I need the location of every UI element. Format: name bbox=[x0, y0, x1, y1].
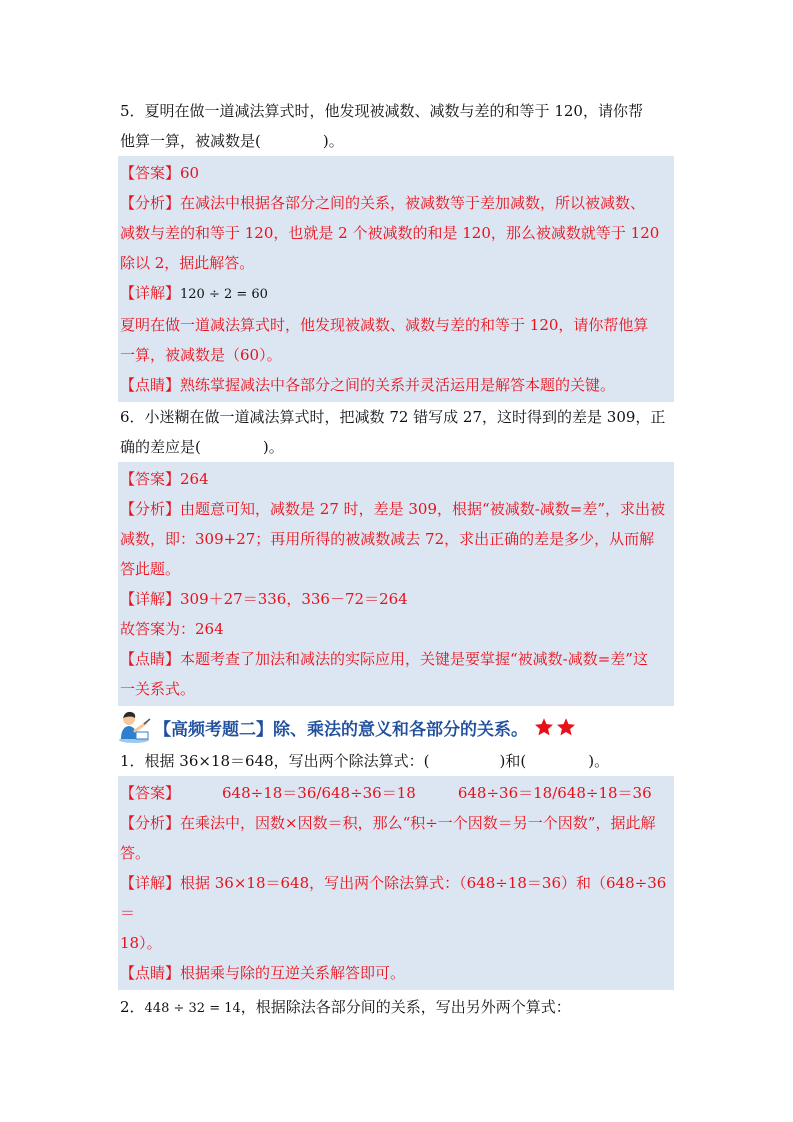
star-icon bbox=[556, 717, 576, 737]
detail-1-line-2: 18）。 bbox=[120, 934, 162, 952]
detail-5-text-2: 一算，被减数是（60）。 bbox=[120, 346, 282, 364]
question-5 bbox=[118, 96, 674, 156]
question-1-text: 1．根据 36×18＝648，写出两个除法算式：( bbox=[120, 752, 430, 770]
detail-5 bbox=[120, 278, 674, 310]
solution-5 bbox=[118, 156, 674, 402]
point-5: 【点睛】熟练掌握减法中各部分之间的关系并灵活运用是解答本题的关键。 bbox=[120, 376, 616, 394]
answer-1 bbox=[120, 778, 674, 808]
point-6-line-2: 一关系式。 bbox=[120, 680, 196, 698]
question-2-number: 2． bbox=[120, 998, 145, 1016]
answer-1-label: 【答案】 bbox=[120, 784, 181, 802]
question-2-text: ，根据除法各部分间的关系，写出另外两个算式： bbox=[240, 998, 571, 1016]
content bbox=[118, 96, 674, 1024]
section-title: 【高频考题二】除、乘法的意义和各部分的关系。 bbox=[154, 719, 528, 740]
point-6-line-1: 【点睛】本题考查了加法和减法的实际应用，关键是要掌握“被减数-减数=差”这 bbox=[120, 650, 648, 668]
question-2-formula: 448 ÷ 32 = 14 bbox=[144, 1001, 241, 1016]
question-6 bbox=[118, 402, 674, 462]
question-5-line-2 bbox=[120, 126, 674, 156]
answer-1-option-b: 648÷36＝18/648÷18＝36 bbox=[457, 784, 652, 802]
question-5-tail: )。 bbox=[322, 132, 344, 150]
answer-6: 【答案】264 bbox=[120, 470, 209, 488]
answer-1-option-a: 648÷18＝36/648÷36＝18 bbox=[222, 784, 416, 802]
analysis-6-line-3: 答此题。 bbox=[120, 560, 181, 578]
final-answer-6: 故答案为：264 bbox=[120, 620, 224, 638]
point-1: 【点睛】根据乘与除的互逆关系解答即可。 bbox=[120, 964, 406, 982]
analysis-5-line-3: 除以 2，据此解答。 bbox=[120, 254, 255, 272]
question-5-line-1: 5．夏明在做一道减法算式时，他发现被减数、减数与差的和等于 120，请你帮 bbox=[120, 102, 643, 120]
teacher-icon bbox=[116, 709, 152, 745]
question-6-text: 确的差应是( bbox=[120, 438, 201, 456]
detail-5-label: 【详解】 bbox=[120, 284, 181, 302]
question-5-text: 他算一算，被减数是( bbox=[120, 132, 261, 150]
section-header bbox=[118, 708, 674, 746]
answer-5: 【答案】60 bbox=[120, 164, 200, 182]
question-1-mid: )和( bbox=[499, 752, 527, 770]
difficulty-stars bbox=[534, 717, 576, 737]
analysis-1-line-2: 答。 bbox=[120, 844, 151, 862]
question-6-tail: )。 bbox=[262, 438, 284, 456]
analysis-6-line-1: 【分析】由题意可知，减数是 27 时，差是 309，根据“被减数-减数=差”，求出被 bbox=[120, 500, 665, 518]
star-icon bbox=[534, 717, 554, 737]
solution-1 bbox=[118, 776, 674, 990]
question-6-line-2 bbox=[120, 432, 674, 462]
detail-6: 【详解】309＋27＝336，336－72＝264 bbox=[120, 590, 408, 608]
detail-5-formula: 120 ÷ 2 = 60 bbox=[180, 287, 268, 302]
detail-5-text-1: 夏明在做一道减法算式时，他发现被减数、减数与差的和等于 120，请你帮他算 bbox=[120, 316, 649, 334]
analysis-5-line-2: 减数与差的和等于 120，也就是 2 个被减数的和是 120，那么被减数就等于 120 bbox=[120, 224, 660, 242]
detail-1-line-1: 【详解】根据 36×18＝648，写出两个除法算式：（648÷18＝36）和（648÷36＝ bbox=[120, 874, 667, 922]
question-1 bbox=[118, 746, 674, 776]
analysis-5-line-1: 【分析】在减法中根据各部分之间的关系，被减数等于差加减数，所以被减数、 bbox=[120, 194, 646, 212]
question-6-line-1: 6．小迷糊在做一道减法算式时，把减数 72 错写成 27，这时得到的差是 309，正 bbox=[120, 408, 666, 426]
analysis-6-line-2: 减数，即：309+27；再用所得的被减数减去 72，求出正确的差是多少，从而解 bbox=[120, 530, 655, 548]
analysis-1-line-1: 【分析】在乘法中，因数×因数＝积，那么“积÷一个因数＝另一个因数”，据此解 bbox=[120, 814, 656, 832]
question-2 bbox=[118, 992, 674, 1024]
question-1-tail: )。 bbox=[588, 752, 610, 770]
solution-6 bbox=[118, 462, 674, 706]
